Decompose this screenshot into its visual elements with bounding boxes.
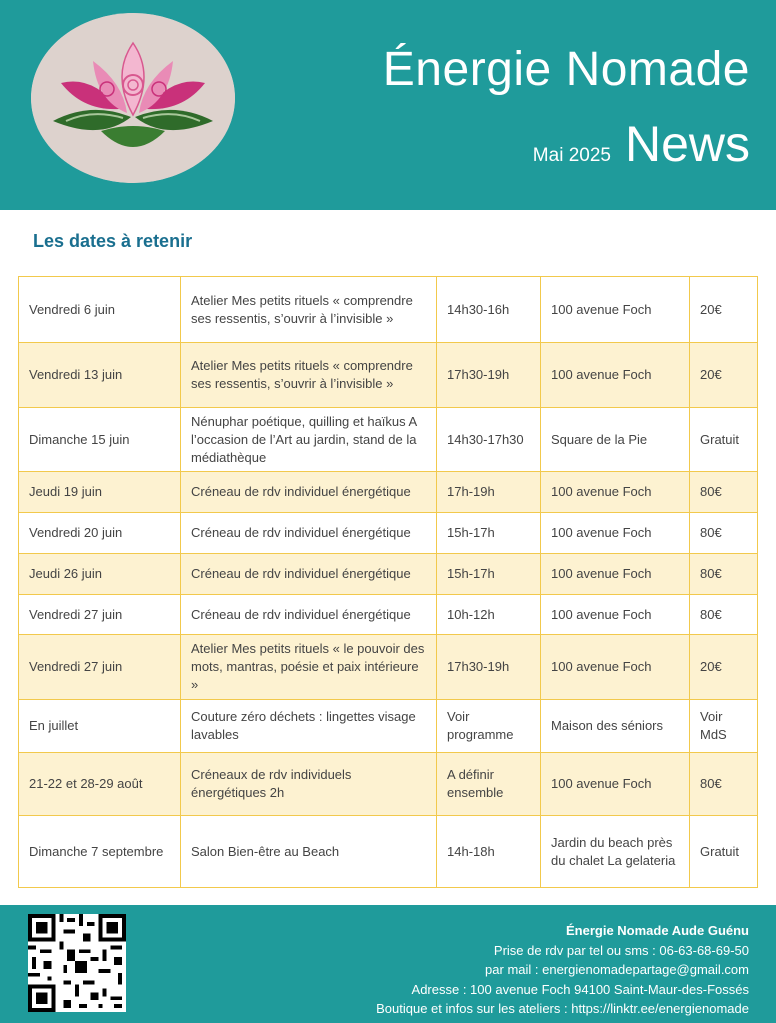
table-row (19, 513, 758, 554)
event-time: 15h-17h (437, 513, 541, 554)
event-date: Jeudi 26 juin (19, 554, 181, 595)
event-price: Gratuit (690, 816, 758, 888)
event-date: Dimanche 15 juin (19, 408, 181, 472)
event-activity: Créneau de rdv individuel énergétique (181, 595, 437, 635)
event-time: A définir ensemble (437, 753, 541, 816)
event-activity: Créneau de rdv individuel énergétique (181, 472, 437, 513)
phone-line: Prise de rdv par tel ou sms : 06-63-68-69-50 (493, 942, 749, 958)
event-activity: Atelier Mes petits rituels « comprendre ses ressentis, s’ouvrir à l’invisible » (181, 277, 437, 343)
event-date: Dimanche 7 septembre (19, 816, 181, 888)
event-time: 17h30-19h (437, 635, 541, 700)
newsletter-title: Énergie Nomade (382, 43, 750, 96)
event-place: 100 avenue Foch (541, 472, 690, 513)
table-row (19, 554, 758, 595)
event-time: 17h30-19h (437, 343, 541, 408)
event-activity: Atelier Mes petits rituels « le pouvoir des mots, mantras, poésie et paix intérieure » (181, 635, 437, 700)
table-row (19, 277, 758, 343)
event-price: 80€ (690, 753, 758, 816)
event-activity: Couture zéro déchets : lingettes visage lavables (181, 700, 437, 753)
event-time: 17h-19h (437, 472, 541, 513)
address-line: Adresse : 100 avenue Foch 94100 Saint-Maur-des-Fossés (411, 981, 749, 997)
event-place: 100 avenue Foch (541, 277, 690, 343)
table-row (19, 753, 758, 816)
issue-info (533, 115, 750, 173)
event-price: 80€ (690, 513, 758, 554)
event-place: 100 avenue Foch (541, 753, 690, 816)
event-place: 100 avenue Foch (541, 595, 690, 635)
event-date: 21-22 et 28-29 août (19, 753, 181, 816)
event-place: Maison des séniors (541, 700, 690, 753)
lotus-quilling-icon (31, 13, 235, 183)
event-time: 15h-17h (437, 554, 541, 595)
table-row (19, 472, 758, 513)
event-activity: Atelier Mes petits rituels « comprendre ses ressentis, s’ouvrir à l’invisible » (181, 343, 437, 408)
table-row (19, 343, 758, 408)
events-table (18, 276, 758, 888)
table-row (19, 595, 758, 635)
issue-label: News (624, 116, 750, 172)
section-title: Les dates à retenir (33, 231, 193, 251)
event-price: 80€ (690, 554, 758, 595)
event-date: Vendredi 27 juin (19, 635, 181, 700)
event-price: Voir MdS (690, 700, 758, 753)
event-activity: Nénuphar poétique, quilling et haïkus A l’occasion de l’Art au jardin, stand de la médiathèque (181, 408, 437, 472)
event-price: 20€ (690, 277, 758, 343)
event-place: 100 avenue Foch (541, 513, 690, 554)
event-price: 20€ (690, 343, 758, 408)
table-row (19, 700, 758, 753)
table-row (19, 635, 758, 700)
mail-line[interactable]: par mail : energienomadepartage@gmail.com (485, 962, 749, 977)
qr-code-icon[interactable] (28, 914, 126, 1012)
event-place: Square de la Pie (541, 408, 690, 472)
event-date: Vendredi 13 juin (19, 343, 181, 408)
event-price: 80€ (690, 472, 758, 513)
org-name: Énergie Nomade Aude Guénu (566, 923, 749, 938)
event-time: 10h-12h (437, 595, 541, 635)
event-place: 100 avenue Foch (541, 635, 690, 700)
newsletter-header (0, 0, 776, 210)
contact-info (376, 921, 749, 1019)
event-time: 14h-18h (437, 816, 541, 888)
event-place: 100 avenue Foch (541, 554, 690, 595)
event-date: Vendredi 20 juin (19, 513, 181, 554)
event-place: Jardin du beach près du chalet La gelateria (541, 816, 690, 888)
event-date: Vendredi 6 juin (19, 277, 181, 343)
event-activity: Créneaux de rdv individuels énergétiques 2h (181, 753, 437, 816)
event-price: 20€ (690, 635, 758, 700)
event-price: 80€ (690, 595, 758, 635)
table-row (19, 816, 758, 888)
event-place: 100 avenue Foch (541, 343, 690, 408)
table-row (19, 408, 758, 472)
event-date: Vendredi 27 juin (19, 595, 181, 635)
event-time: 14h30-16h (437, 277, 541, 343)
event-date: En juillet (19, 700, 181, 753)
event-activity: Créneau de rdv individuel énergétique (181, 513, 437, 554)
event-date: Jeudi 19 juin (19, 472, 181, 513)
event-price: Gratuit (690, 408, 758, 472)
event-activity: Créneau de rdv individuel énergétique (181, 554, 437, 595)
event-activity: Salon Bien-être au Beach (181, 816, 437, 888)
event-time: 14h30-17h30 (437, 408, 541, 472)
shop-link-line[interactable]: Boutique et infos sur les ateliers : https://linktr.ee/energienomade (376, 1001, 749, 1016)
issue-date: Mai 2025 (532, 145, 611, 166)
event-time: Voir programme (437, 700, 541, 753)
